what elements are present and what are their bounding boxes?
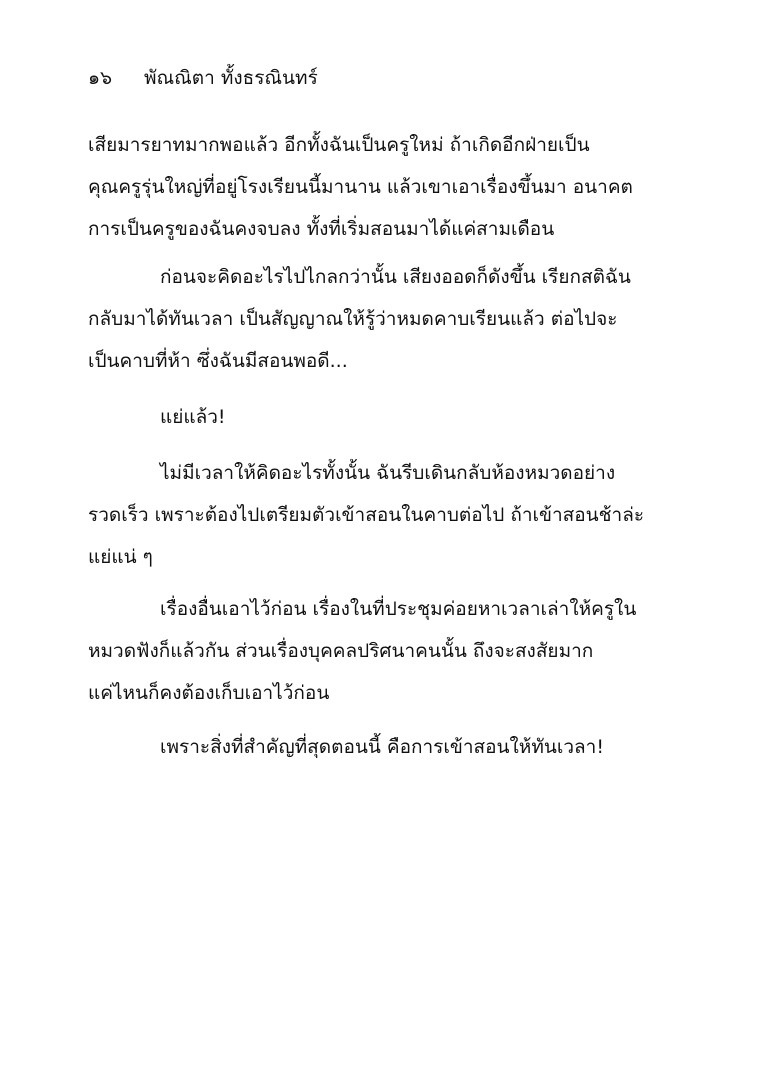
paragraph-2: [88, 256, 688, 382]
paragraph-4: [88, 452, 688, 578]
paragraph-line: เสียมารยาทมากพอแล้ว อีกทั้งฉันเป็นครูใหม่ ถ้าเกิดอีกฝ่ายเป็น: [88, 134, 590, 156]
paragraph-line: แค่ไหนก็คงต้องเก็บเอาไว้ก่อน: [88, 682, 330, 704]
running-title: พัณณิตา ทั้งธรณินทร์: [144, 67, 318, 89]
paragraph-line: แย่แน่ ๆ: [88, 546, 153, 568]
paragraph-1: [88, 124, 688, 250]
paragraph-line: เป็นคาบที่ห้า ซึ่งฉันมีสอนพอดี...: [88, 350, 348, 372]
paragraph-line: การเป็นครูของฉันคงจบลง ทั้งที่เริ่มสอนมาได้แค่สามเดือน: [88, 218, 555, 240]
paragraph-line: หมวดฟังก็แล้วกัน ส่วนเรื่องบุคคลปริศนาคนนั้น ถึงจะสงสัยมาก: [88, 640, 594, 662]
paragraph-line: กลับมาได้ทันเวลา เป็นสัญญาณให้รู้ว่าหมดคาบเรียนแล้ว ต่อไปจะ: [88, 308, 618, 330]
paragraph-5: [88, 588, 688, 714]
paragraph-6: [88, 726, 688, 768]
paragraph-line: เพราะสิ่งที่สำคัญที่สุดตอนนี้ คือการเข้าสอนให้ทันเวลา!: [160, 736, 604, 758]
page-header: [88, 64, 318, 92]
page-number: ๑๖: [88, 67, 113, 89]
paragraph-3: [88, 396, 688, 438]
paragraph-line: ก่อนจะคิดอะไรไปไกลกว่านั้น เสียงออดก็ดังขึ้น เรียกสติฉัน: [160, 266, 631, 288]
paragraph-line: แย่แล้ว!: [160, 406, 226, 428]
paragraph-line: ไม่มีเวลาให้คิดอะไรทั้งนั้น ฉันรีบเดินกลับห้องหมวดอย่าง: [160, 462, 616, 484]
paragraph-line: รวดเร็ว เพราะต้องไปเตรียมตัวเข้าสอนในคาบต่อไป ถ้าเข้าสอนช้าล่ะ: [88, 504, 645, 526]
paragraph-line: คุณครูรุ่นใหญ่ที่อยู่โรงเรียนนี้มานาน แล้วเขาเอาเรื่องขึ้นมา อนาคต: [88, 176, 633, 198]
paragraph-line: เรื่องอื่นเอาไว้ก่อน เรื่องในที่ประชุมค่อยหาเวลาเล่าให้ครูใน: [160, 598, 637, 620]
